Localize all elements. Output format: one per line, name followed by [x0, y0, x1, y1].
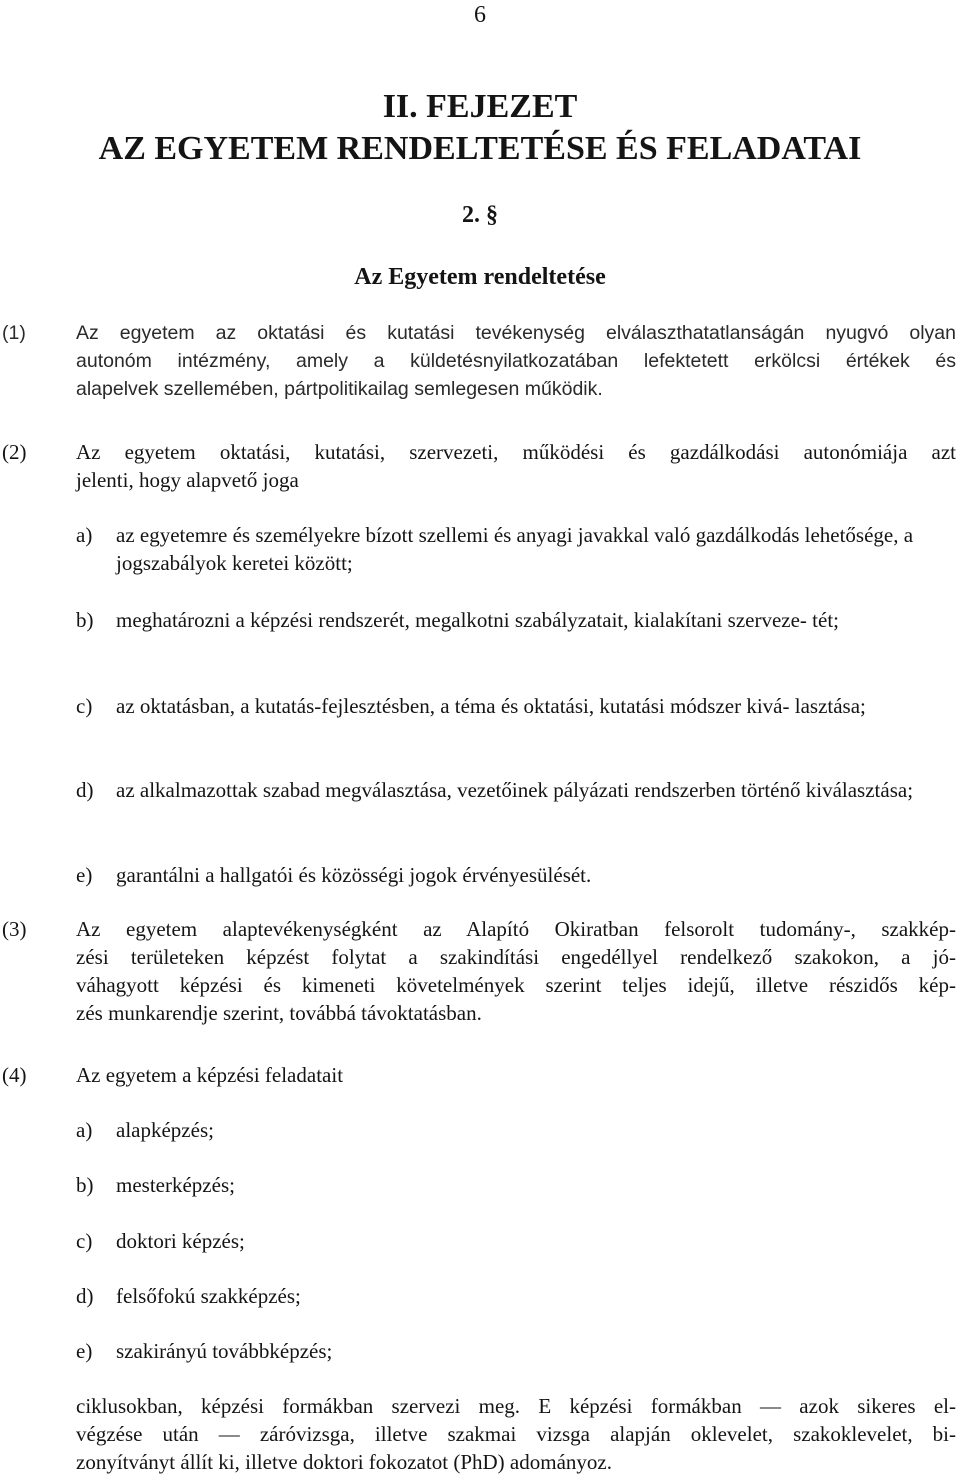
- list-item-letter: b): [76, 1173, 94, 1197]
- list-item-line: az alkalmazottak szabad megválasztása, vezetőinek pályázati rendszerben történő: [116, 778, 801, 802]
- list-item-letter: a): [76, 1118, 93, 1142]
- section-number: 2. §: [462, 202, 498, 228]
- list-item-text: [116, 861, 956, 889]
- paragraph-line: zési területeken képzést folytat a szakindítási engedéllyel rendelkező szakokon, a jó-: [76, 945, 956, 969]
- list-item-text: doktori képzés;: [116, 1229, 245, 1253]
- list-item-text: [116, 692, 956, 720]
- paragraph-line: zonyítványt állít ki, illetve doktori fokozatot (PhD) adományoz.: [76, 1450, 612, 1474]
- list-item-letter: e): [76, 1339, 93, 1363]
- paragraph-number: (2): [2, 440, 27, 464]
- list-item-text: szakirányú továbbképzés;: [116, 1339, 333, 1363]
- list-item-text: felsőfokú szakképzés;: [116, 1284, 301, 1308]
- list-item-line: lehetősége, a jogszabályok keretei között;: [116, 523, 914, 575]
- paragraph-number: (4): [2, 1063, 27, 1087]
- chapter-title: [0, 86, 960, 170]
- list-item-line: kiválasztása;: [805, 778, 914, 802]
- list-item-text: mesterképzés;: [116, 1173, 235, 1197]
- paragraph-line: Az egyetem a képzési feladatait: [76, 1063, 344, 1087]
- list-item-letter: c): [76, 694, 93, 718]
- list-item-letter: b): [76, 608, 94, 632]
- paragraph-line: zés munkarendje szerint, továbbá távoktatásban.: [76, 1001, 482, 1025]
- list-item-text: alapképzés;: [116, 1118, 214, 1142]
- list-item-text: [116, 776, 956, 804]
- list-item-line: tét;: [812, 608, 839, 632]
- paragraph-line: alapelvek szellemében, pártpolitikailag semlegesen működik.: [76, 378, 603, 400]
- page-number: 6: [474, 2, 486, 28]
- paragraph-line: váhagyott képzési és kimeneti követelmények szerint teljes idejű, illetve részidős kép-: [76, 973, 956, 997]
- paragraph-line: Az egyetem alaptevékenységként az Alapító Okiratban felsorolt tudomány-, szakkép-: [76, 917, 956, 941]
- paragraph-line: Az egyetem oktatási, kutatási, szervezeti, működési és gazdálkodási autonómiája azt: [76, 440, 956, 464]
- chapter-number: II. FEJEZET: [382, 88, 578, 125]
- list-item-letter: a): [76, 523, 93, 547]
- paragraph-text: [76, 915, 956, 1027]
- list-item-line: lasztása;: [794, 694, 866, 718]
- section-title: Az Egyetem rendeltetése: [354, 264, 606, 290]
- list-item-text: [116, 606, 956, 634]
- list-item-line: meghatározni a képzési rendszerét, megalkotni szabályzatait, kialakítani szerveze-: [116, 608, 807, 632]
- list-item-line: az oktatásban, a kutatás-fejlesztésben, a téma és oktatási, kutatási módszer kivá-: [116, 694, 790, 718]
- paragraph-text: [76, 1392, 956, 1476]
- chapter-name: AZ EGYETEM RENDELTETÉSE ÉS FELADATAI: [98, 130, 862, 167]
- list-item-line: garantálni a hallgatói és közösségi jogok érvényesülését.: [116, 863, 592, 887]
- paragraph-line: ciklusokban, képzési formákban szervezi meg. E képzési formákban — azok sikeres el-: [76, 1394, 956, 1418]
- paragraph-line: végzése után — záróvizsga, illetve szakmai vizsga alapján oklevelet, szakoklevelet, bi-: [76, 1422, 956, 1446]
- paragraph-number: (1): [2, 322, 26, 344]
- list-item-letter: d): [76, 778, 94, 802]
- list-item-text: [116, 521, 956, 577]
- paragraph-line: autonóm intézmény, amely a küldetésnyilatkozatában lefektetett erkölcsi értékek és: [76, 350, 956, 372]
- paragraph-line: Az egyetem az oktatási és kutatási tevékenység elválaszthatatlanságán nyugvó olyan: [76, 322, 956, 344]
- list-item-letter: e): [76, 863, 93, 887]
- list-item-letter: d): [76, 1284, 94, 1308]
- list-item-line: az egyetemre és személyekre bízott szellemi és anyagi javakkal való gazdálkodás: [116, 523, 800, 547]
- paragraph-text: [76, 438, 956, 494]
- paragraph-text: [76, 1061, 956, 1089]
- paragraph-number: (3): [2, 917, 27, 941]
- list-item-letter: c): [76, 1229, 93, 1253]
- paragraph-text: [76, 319, 956, 403]
- paragraph-line: jelenti, hogy alapvető joga: [76, 468, 299, 492]
